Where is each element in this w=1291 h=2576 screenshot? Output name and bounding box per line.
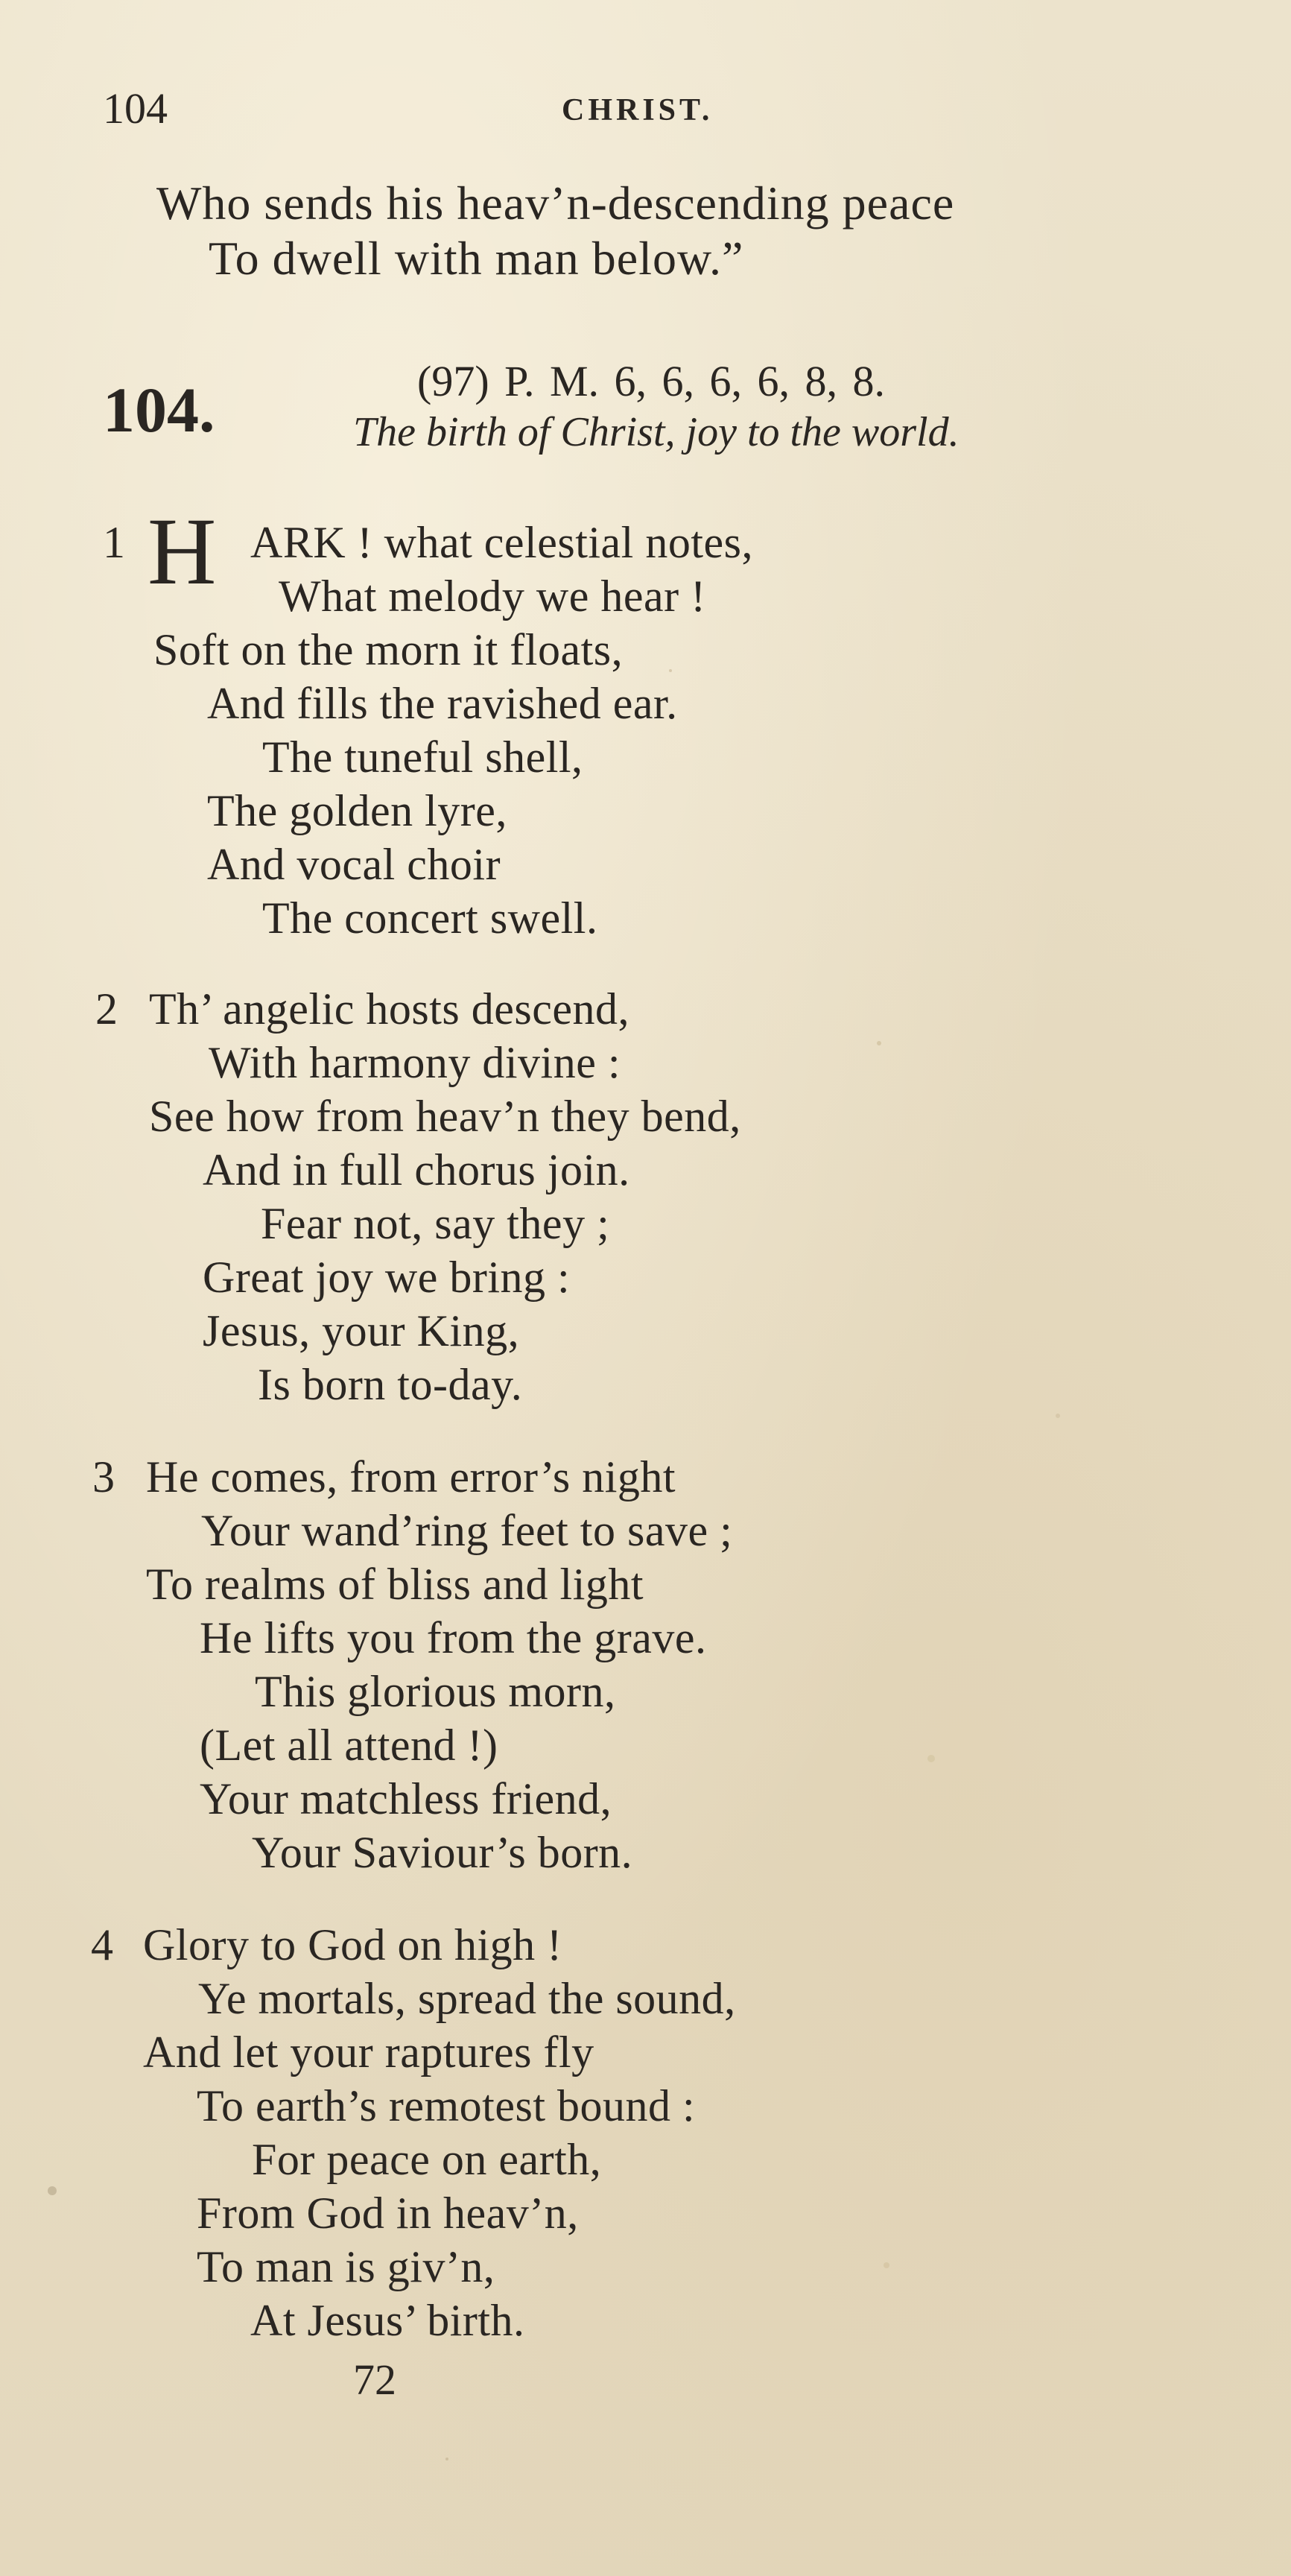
verse-line: At Jesus’ birth. bbox=[250, 2296, 525, 2345]
verse-line: Glory to God on high ! bbox=[143, 1920, 562, 1969]
verse-line: The golden lyre, bbox=[207, 786, 507, 835]
verse-line: The tuneful shell, bbox=[262, 732, 583, 782]
stanza-number-2: 2 bbox=[95, 984, 118, 1034]
verse-line: From God in heav’n, bbox=[197, 2189, 579, 2238]
previous-hymn-line-2: To dwell with man below.” bbox=[209, 232, 744, 285]
verse-line: Ye mortals, spread the sound, bbox=[198, 1974, 736, 2023]
hymn-number: 104. bbox=[103, 374, 215, 446]
hymn-meter: (97) P. M. 6, 6, 6, 6, 8, 8. bbox=[417, 357, 886, 405]
previous-hymn-line-1: Who sends his heav’n-descending peace bbox=[156, 177, 955, 230]
verse-line: Great joy we bring : bbox=[203, 1253, 571, 1302]
verse-line: ARK ! what celestial notes, bbox=[250, 518, 753, 567]
verse-line: Soft on the morn it floats, bbox=[153, 625, 624, 674]
verse-line: Jesus, your King, bbox=[203, 1306, 520, 1355]
verse-line: Is born to-day. bbox=[258, 1360, 523, 1409]
verse-line: For peace on earth, bbox=[252, 2135, 602, 2184]
verse-line: What melody we hear ! bbox=[279, 572, 706, 621]
verse-line: To earth’s remotest bound : bbox=[197, 2081, 696, 2130]
verse-line: (Let all attend !) bbox=[200, 1721, 498, 1770]
page-number: 104 bbox=[103, 84, 168, 133]
verse-line: And fills the ravished ear. bbox=[207, 679, 678, 728]
verse-line: He lifts you from the grave. bbox=[200, 1613, 707, 1662]
verse-line: This glorious morn, bbox=[255, 1667, 616, 1716]
stanza-number-3: 3 bbox=[92, 1452, 115, 1501]
verse-line: And in full chorus join. bbox=[203, 1145, 630, 1194]
stanza-number-1: 1 bbox=[103, 518, 125, 567]
verse-line: He comes, from error’s night bbox=[146, 1452, 676, 1501]
verse-line: Your wand’ring feet to save ; bbox=[201, 1506, 733, 1555]
stanza-number-4: 4 bbox=[91, 1920, 113, 1969]
verse-line: To realms of bliss and light bbox=[146, 1560, 644, 1609]
verse-line: See how from heav’n they bend, bbox=[149, 1092, 741, 1141]
running-title: CHRIST. bbox=[562, 93, 714, 127]
verse-line: To man is giv’n, bbox=[197, 2242, 495, 2291]
drop-cap-letter: H bbox=[148, 499, 217, 604]
hymn-subtitle: The birth of Christ, joy to the world. bbox=[353, 409, 959, 455]
verse-line: The concert swell. bbox=[262, 893, 598, 943]
verse-line: Your Saviour’s born. bbox=[252, 1828, 633, 1877]
verse-line: Th’ angelic hosts descend, bbox=[149, 984, 630, 1034]
signature-mark: 72 bbox=[353, 2355, 396, 2404]
verse-line: And let your raptures fly bbox=[143, 2028, 594, 2077]
verse-line: With harmony divine : bbox=[209, 1038, 621, 1087]
verse-line: Your matchless friend, bbox=[200, 1774, 612, 1823]
verse-line: Fear not, say they ; bbox=[261, 1199, 610, 1248]
verse-line: And vocal choir bbox=[207, 840, 501, 889]
